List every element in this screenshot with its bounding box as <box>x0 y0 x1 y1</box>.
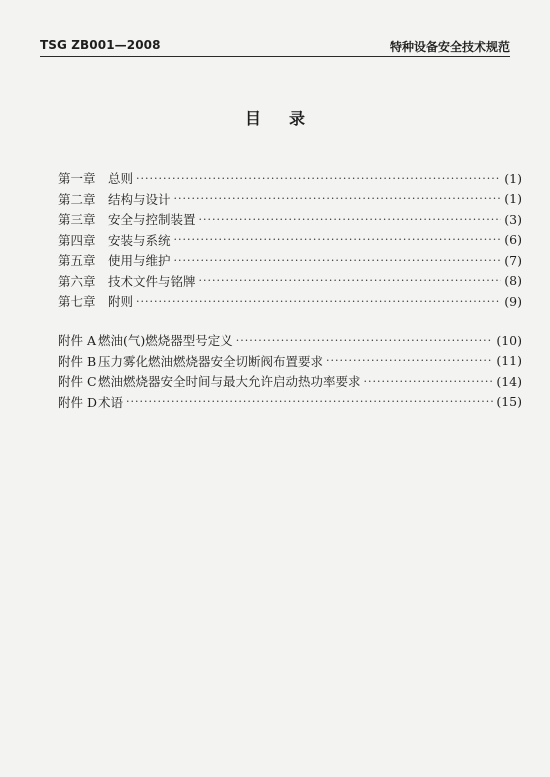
header-divider <box>40 56 510 57</box>
toc-entry-page: (3) <box>504 211 522 227</box>
toc-entry[interactable] <box>58 168 522 189</box>
toc-entry[interactable] <box>58 209 522 230</box>
toc-entry[interactable] <box>58 189 522 210</box>
toc-entry-page: (9) <box>504 293 522 309</box>
toc-entry-label: 第四章 <box>58 232 96 248</box>
toc-entry-label: 附件 A <box>58 333 97 349</box>
toc-entry[interactable] <box>58 271 522 292</box>
dot-leader <box>126 395 493 408</box>
toc-entry-title: 附则 <box>108 294 134 310</box>
toc-entry-title: 安全与控制装置 <box>108 212 196 228</box>
toc-entry-page: (10) <box>496 332 522 348</box>
toc-entry-label: 附件 B <box>58 353 97 369</box>
toc-entry-page: (8) <box>504 273 522 289</box>
toc-entry-label: 第三章 <box>58 212 96 228</box>
toc-entry-title: 结构与设计 <box>108 191 171 207</box>
toc-entry-title: 术语 <box>98 394 124 410</box>
toc-entry-title: 压力雾化燃油燃烧器安全切断阀布置要求 <box>98 353 324 369</box>
dot-leader <box>364 375 494 388</box>
dot-leader <box>136 295 501 308</box>
toc-entry-page: (7) <box>504 252 522 268</box>
toc-entry-page: (6) <box>504 232 522 248</box>
toc-entry-title: 技术文件与铭牌 <box>108 273 196 289</box>
toc-entry-page: (1) <box>504 191 522 207</box>
toc-appendices <box>58 330 522 412</box>
dot-leader <box>326 354 493 367</box>
series-title: 特种设备安全技术规范 <box>389 40 510 54</box>
dot-leader <box>136 172 501 185</box>
toc-entry-title: 总则 <box>108 171 134 187</box>
toc-entry-label: 附件 D <box>58 394 97 410</box>
page-title: 目录 <box>244 109 333 128</box>
toc-entry[interactable] <box>58 330 522 351</box>
toc-chapters <box>58 168 522 312</box>
toc-entry[interactable] <box>58 392 522 413</box>
dot-leader <box>174 192 502 205</box>
dot-leader <box>199 213 502 226</box>
toc-entry[interactable] <box>58 351 522 372</box>
toc-entry[interactable] <box>58 291 522 312</box>
dot-leader <box>199 274 502 287</box>
toc-entry-page: (15) <box>496 394 522 410</box>
toc-entry-page: (11) <box>496 353 522 369</box>
dot-leader <box>174 254 502 267</box>
toc-entry-label: 第六章 <box>58 273 96 289</box>
toc-entry[interactable] <box>58 371 522 392</box>
toc-entry-page: (1) <box>504 170 522 186</box>
document-code: TSG ZB001—2008 <box>40 38 161 52</box>
toc-entry-page: (14) <box>496 373 522 389</box>
dot-leader <box>236 334 494 347</box>
toc-entry-label: 附件 C <box>58 374 97 390</box>
toc-entry[interactable] <box>58 250 522 271</box>
toc-entry-label: 第七章 <box>58 294 96 310</box>
toc-entry-title: 燃油(气)燃烧器型号定义 <box>98 333 233 349</box>
dot-leader <box>174 233 502 246</box>
toc-entry[interactable] <box>58 230 522 251</box>
toc-entry-label: 第一章 <box>58 171 96 187</box>
toc-entry-title: 燃油燃烧器安全时间与最大允许启动热功率要求 <box>98 374 361 390</box>
toc-entry-title: 安装与系统 <box>108 232 171 248</box>
toc-entry-label: 第二章 <box>58 191 96 207</box>
toc-entry-label: 第五章 <box>58 253 96 269</box>
toc-entry-title: 使用与维护 <box>108 253 171 269</box>
